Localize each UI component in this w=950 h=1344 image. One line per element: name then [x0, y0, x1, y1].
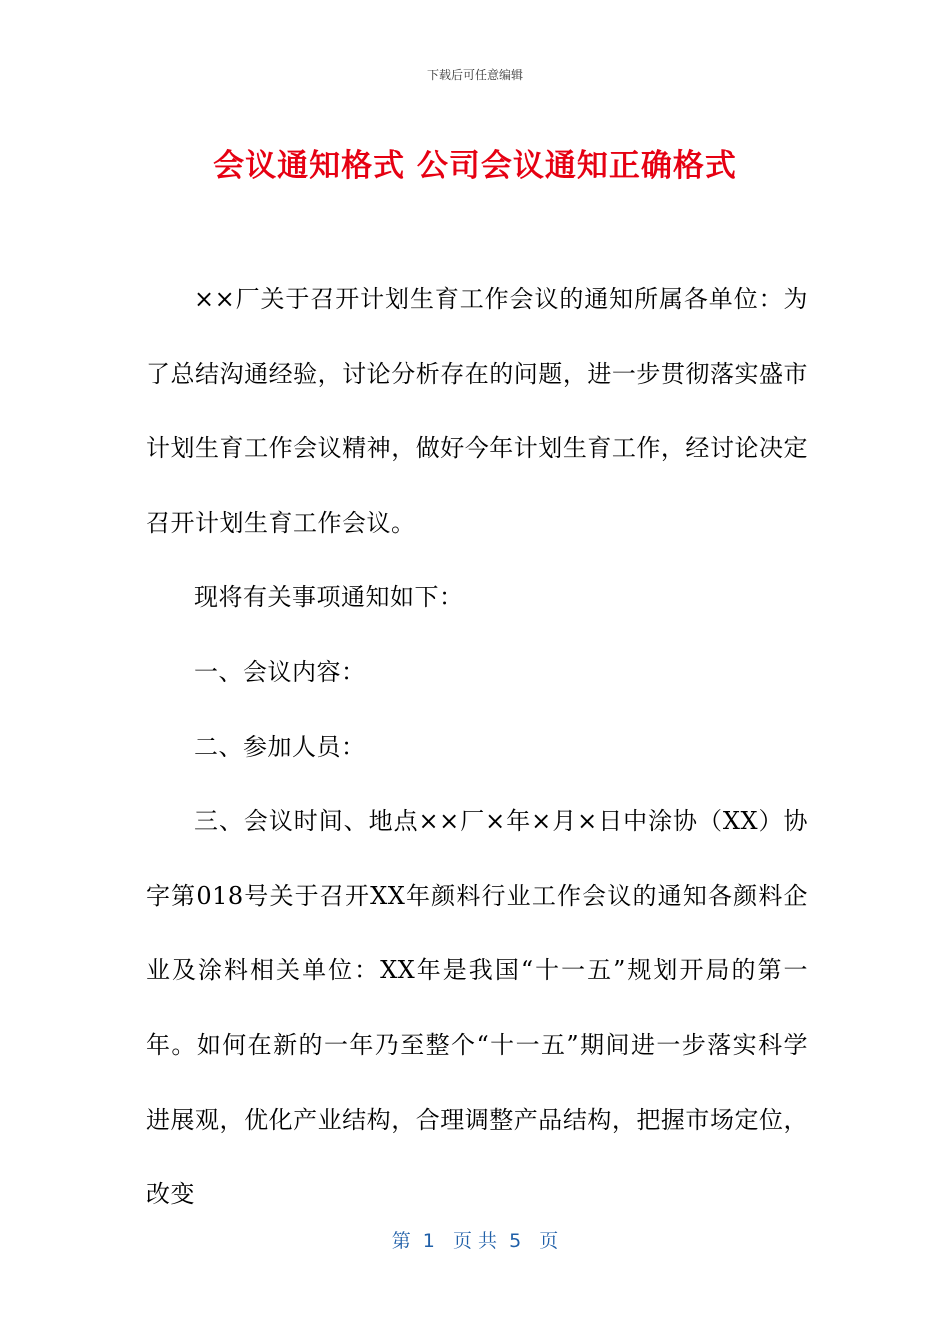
- paragraph-item-content: 一、会议内容：: [194, 657, 366, 686]
- paragraph-notice: 现将有关事项通知如下：: [194, 583, 464, 612]
- document-title: 会议通知格式 公司会议通知正确格式: [213, 148, 737, 184]
- paragraph-item-time-place: 三、会议时间、地点××厂×年×月×日中涂协（XX）协字第018号关于召开XX年颜料行业工作会议的通知各颜料企业及涂料相关单位：XX年是我国“十一五”规划开局的第一年。如何在新的一年乃至整个“十一五”期间进一步落实科学进展观，优化产业结构，合理调整产品结构，把握市场定位，改变: [146, 807, 808, 1209]
- document-body: [146, 262, 808, 1232]
- header-note: 下载后可任意编辑: [426, 68, 523, 82]
- paragraph-item-attendees: 二、参加人员：: [194, 732, 366, 761]
- page-number-footer: 第 1 页 共 5 页: [391, 1230, 559, 1252]
- paragraph-intro: ××厂关于召开计划生育工作会议的通知所属各单位：为了总结沟通经验，讨论分析存在的问题，进一步贯彻落实盛市计划生育工作会议精神，做好今年计划生育工作，经讨论决定召开计划生育工作会议。: [146, 285, 808, 537]
